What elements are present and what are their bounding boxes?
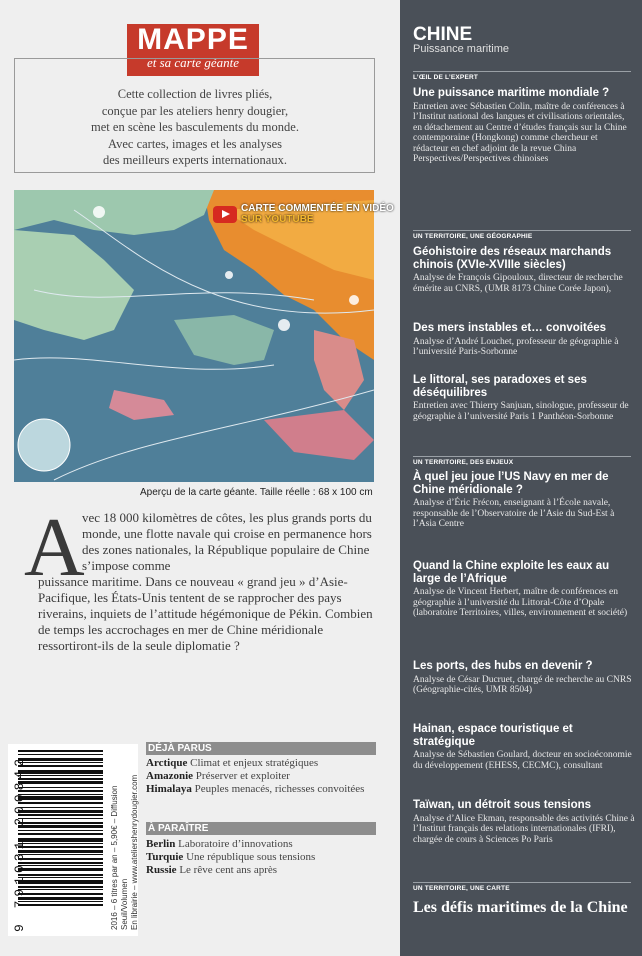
article[interactable]	[413, 560, 635, 619]
barcode-digits: 9 791031 200842	[12, 754, 27, 932]
article[interactable]	[413, 723, 635, 771]
book-subtitle: Puissance maritime	[413, 43, 509, 55]
article[interactable]	[413, 322, 635, 358]
article-title: Hainan, espace touristique et stratégique	[413, 723, 573, 748]
book-title: CHINE	[413, 24, 473, 45]
intro-line: conçue par les ateliers henry dougier,	[101, 103, 289, 118]
section-label: UN TERRITOIRE, DES ENJEUX	[413, 456, 631, 466]
youtube-line2: SUR YOUTUBE	[241, 214, 314, 225]
title-name: Turquie	[146, 851, 184, 863]
article-title: Géohistoire des réseaux marchands chinois (XVIe-XVIIIe siècles)	[413, 246, 612, 271]
article-desc: Analyse de François Gipouloux, directeur de recherche émérite au CNRS, (UMR 8173 Chine Corée Japon),	[413, 273, 623, 294]
article[interactable]	[413, 799, 635, 845]
dropcap: A	[24, 501, 85, 594]
youtube-label	[241, 203, 394, 225]
map-preview	[14, 190, 374, 482]
article[interactable]	[413, 246, 635, 294]
list-item[interactable]	[146, 757, 378, 770]
article-desc: Analyse de Vincent Herbert, maître de conférences en géographie à l’université du Littoral-Côte d’Opale (laboratoire Territoires, villes, environnement et société)	[413, 587, 628, 619]
title-desc: Préserver et exploiter	[195, 770, 290, 782]
article-desc: Analyse de César Ducruet, chargé de recherche au CNRS (Géographie-cités, UMR 8504)	[413, 674, 632, 696]
body-rest: puissance maritime. Dans ce nouveau « grand jeu » d’Asie-Pacifique, les États-Unis tentent de se rapprocher des pays riverains, inquiets de l’attitude hégémonique de Pékin. Combien de temps les accrochages en mer de Chine méridionale ressortiront-ils de la seule diplomatie ?	[38, 574, 373, 653]
article-title: Quand la Chine exploite les eaux au large de l’Afrique	[413, 560, 610, 585]
publication-info-line: En librairie – www.ateliershenrydougier.com	[130, 774, 139, 930]
a-paraitre-heading: À PARAÎTRE	[146, 822, 376, 835]
title-desc: Une république sous tensions	[186, 851, 316, 863]
map-caption: Aperçu de la carte géante. Taille réelle : 68 x 100 cm	[140, 487, 373, 498]
article[interactable]	[413, 471, 635, 530]
title-name: Himalaya	[146, 783, 192, 795]
deja-parus-heading: DÉJÀ PARUS	[146, 742, 376, 755]
article-desc: Analyse de Sébastien Goulard, docteur en socioéconomie du développement (EHESS, CECMC), consultant	[413, 750, 632, 771]
title-desc: Laboratoire d’innovations	[178, 838, 293, 850]
article-title: Une puissance maritime mondiale ?	[413, 87, 610, 99]
logo-title: MAPPE	[137, 23, 249, 56]
article-title: Taïwan, un détroit sous tensions	[413, 799, 592, 811]
youtube-badge[interactable]	[213, 203, 394, 225]
list-item[interactable]	[146, 864, 378, 877]
article-desc: Entretien avec Thierry Sanjuan, sinologue, professeur de géographie à l’université Paris 1 Panthéon-Sorbonne	[413, 401, 629, 422]
article-desc: Entretien avec Sébastien Colin, maître de conférences à l’Institut national des langues et civilisations orientales, en détachement au Centre d’études français sur la Chine contemporaine (Hongkong) comme chercheur et rédacteur en chef adjoint de la revue China Perspectives/Perspectives chinoises	[413, 101, 627, 165]
article[interactable]	[413, 374, 635, 422]
article-title: Le littoral, ses paradoxes et ses déséquilibres	[413, 374, 587, 399]
map-title: Les défis maritimes de la Chine	[413, 899, 628, 916]
title-desc: Peuples menacés, richesses convoitées	[194, 783, 365, 795]
list-item[interactable]	[146, 851, 378, 864]
section-label: UN TERRITOIRE, UNE GÉOGRAPHIE	[413, 230, 631, 240]
list-item[interactable]	[146, 770, 378, 783]
title-name: Berlin	[146, 838, 176, 850]
title-name: Amazonie	[146, 770, 194, 782]
section-label: L’ŒIL DE L’EXPERT	[413, 71, 631, 81]
publication-info	[110, 750, 140, 930]
list-item[interactable]	[146, 783, 378, 796]
body-first-lines: vec 18 000 kilomètres de côtes, les plus grands ports du monde, une flotte navale qui croise en permanence hors des zones nationales, la République populaire de Chine s’impose comme	[82, 510, 372, 573]
youtube-play-icon	[213, 206, 237, 223]
article-desc: Analyse d’Alice Ekman, responsable des activités Chine à l’Institut français des relations internationales (IFRI), chargée de cours à Sciences Po Paris	[413, 813, 635, 845]
intro-line: met en scène les basculements du monde.	[91, 120, 299, 134]
list-item[interactable]	[146, 838, 378, 851]
article-title: Les ports, des hubs en devenir ?	[413, 660, 593, 672]
intro-text	[20, 86, 370, 169]
article-desc: Analyse d’André Louchet, professeur de géographie à l’université Paris-Sorbonne	[413, 336, 619, 358]
intro-line: des meilleurs experts internationaux.	[103, 153, 287, 167]
a-paraitre-list	[146, 838, 378, 877]
logo-subtitle: et sa carte géante	[146, 55, 240, 70]
title-name: Arctique	[146, 757, 188, 769]
title-desc: Climat et enjeux stratégiques	[190, 757, 319, 769]
article[interactable]	[413, 660, 635, 696]
intro-line: Avec cartes, images et les analyses	[108, 136, 282, 151]
section-label: UN TERRITOIRE, UNE CARTE	[413, 882, 631, 892]
deja-parus-list	[146, 757, 378, 796]
article[interactable]	[413, 87, 635, 165]
intro-line: Cette collection de livres pliés,	[117, 87, 273, 101]
article-title: À quel jeu joue l’US Navy en mer de Chine méridionale ?	[413, 471, 609, 496]
article-desc: Analyse d’Éric Frécon, enseignant à l’École navale, responsable de l’Observatoire de l’Asie du Sud-Est à l’Asia Centre	[413, 498, 615, 530]
title-name: Russie	[146, 864, 177, 876]
article-title: Des mers instables et… convoitées	[413, 322, 607, 334]
publication-info-line: 2016 – 6 titres par an – 5,90€ – Diffusion Seuil/Volumen	[110, 785, 129, 930]
title-desc: Le rêve cent ans après	[179, 864, 278, 876]
youtube-line1: CARTE COMMENTÉE EN VIDÉO	[241, 203, 394, 214]
